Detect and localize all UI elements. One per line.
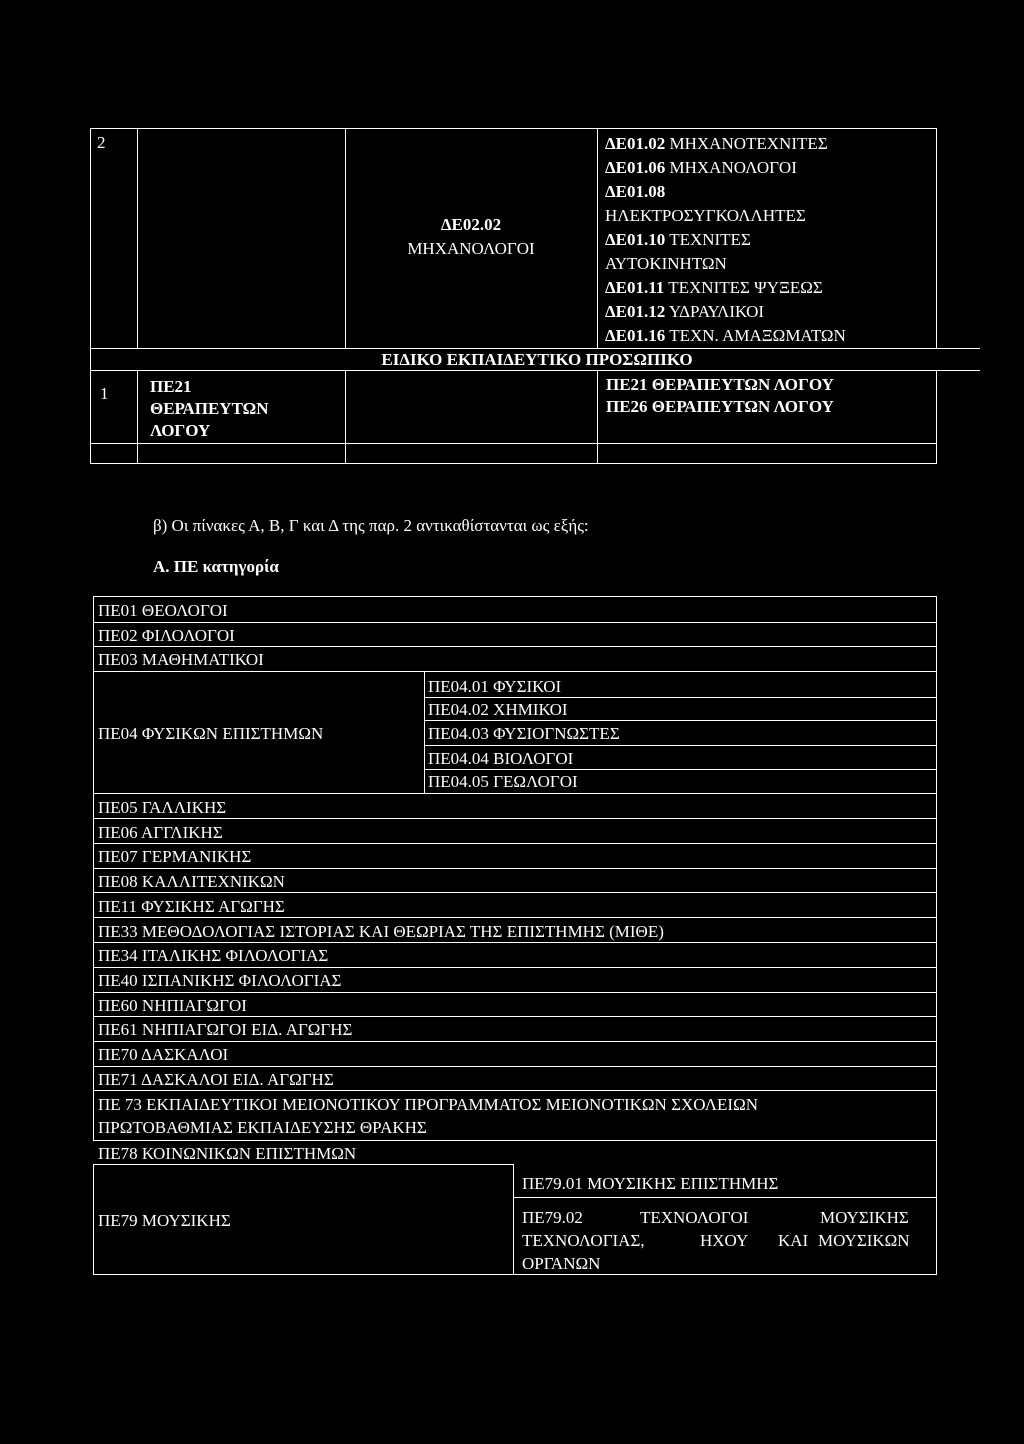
paragraph-text: β) Οι πίνακες Α, Β, Γ και Δ της παρ. 2 αντικαθίστανται ως εξής: [153,516,589,535]
specialty-row: ΠΕ06 ΑΓΓΛΙΚΗΣ [98,823,223,842]
document-page: 2 ΔΕ02.02 ΜΗΧΑΝΟΛΟΓΟΙ ΔΕ01.02 ΜΗΧΑΝΟΤΕΧΝΙΤΕΣ ΔΕ01.06 ΜΗΧΑΝΟΛΟΓΟΙ ΔΕ01.08 ΗΛΕΚΤΡΟΣΥΓΚΟΛΛΗΤΕΣ ΔΕ01.10 ΤΕΧΝΙΤΕΣ ΑΥΤΟΚΙΝΗΤΩΝ ΔΕ01.11 ΤΕΧΝΙΤΕΣ ΨΥΞΕΩΣ ΔΕ01.12 ΥΔΡΑΥΛΙΚΟΙ ΔΕ01.16 ΤΕΧΝ. ΑΜΑΞΩΜΑΤΩΝ ΕΙΔΙΚΟ ΕΚΠΑΙΔΕΥΤΙΚΟ ΠΡΟΣΩΠΙΚΟ 1 ΠΕ21 ΘΕΡΑΠΕΥΤΩΝ ΛΟΓΟΥ ΠΕ21 ΘΕΡΑΠΕΥΤΩΝ ΛΟΓΟΥ ΠΕ26 ΘΕΡΑΠΕΥΤΩΝ ΛΟΓΟΥ β) Οι πίνακες Α, Β, Γ και Δ της παρ. 2 αντικαθίστανται ως εξής: Α. ΠΕ κατηγορία ΠΕ01 ΘΕΟΛΟΓΟΙ ΠΕ02 ΦΙΛΟΛΟΓΟΙ ΠΕ03 ΜΑΘΗΜΑΤΙΚΟΙ ΠΕ04 ΦΥΣΙΚΩΝ ΕΠΙΣΤΗΜΩΝ ΠΕ04.01 ΦΥΣΙΚΟΙ ΠΕ04.02 ΧΗΜΙΚΟΙ ΠΕ04.03 ΦΥΣΙΟΓΝΩΣΤΕΣ ΠΕ04.04 ΒΙΟΛΟΓΟΙ ΠΕ04.05 ΓΕΩΛΟΓΟΙ ΠΕ05 ΓΑΛΛΙΚΗΣ ΠΕ06 ΑΓΓΛΙΚΗΣ ΠΕ07 ΓΕΡΜΑΝΙΚΗΣ ΠΕ08 ΚΑΛΛΙΤΕΧΝΙΚΩΝ ΠΕ11 ΦΥΣΙΚΗΣ ΑΓΩΓΗΣ ΠΕ33 ΜΕΘΟΔΟΛΟΓΙΑΣ ΙΣΤΟΡΙΑΣ ΚΑΙ ΘΕΩΡΙΑΣ ΤΗΣ ΕΠΙΣΤΗΜΗΣ (ΜΙΘΕ) ΠΕ34 ΙΤΑΛΙΚΗΣ ΦΙΛΟΛΟΓΙΑΣ ΠΕ40 ΙΣΠΑΝΙΚΗΣ ΦΙΛΟΛΟΓΙΑΣ ΠΕ60 ΝΗΠΙΑΓΩΓΟΙ ΠΕ61 ΝΗΠΙΑΓΩΓΟΙ ΕΙΔ. ΑΓΩΓΗΣ ΠΕ70 ΔΑΣΚΑΛΟΙ ΠΕ71 ΔΑΣΚΑΛΟΙ ΕΙΔ. ΑΓΩΓΗΣ ΠΕ 73 ΕΚΠΑΙΔΕΥΤΙΚΟΙ ΜΕΙΟΝΟΤΙΚΟΥ ΠΡΟΓΡΑΜΜΑΤΟΣ ΜΕΙΟΝΟΤΙΚΩΝ ΣΧΟΛΕΙΩΝ ΠΡΩΤΟΒΑΘΜΙΑΣ ΕΚΠΑΙΔΕΥΣΗΣ ΘΡΑΚΗΣ ΠΕ78 ΚΟΙΝΩΝΙΚΩΝ ΕΠΙΣΤΗΜΩΝ ΠΕ79 ΜΟΥΣΙΚΗΣ ΠΕ79.01 ΜΟΥΣΙΚΗΣ ΕΠΙΣΤΗΜΗΣ ΠΕ79.02 ΤΕΧΝΟΛΟΓΟΙ ΜΟΥΣΙΚΗΣ ΤΕΧΝΟΛΟΓΙΑΣ, ΗΧΟΥ ΚΑΙ ΜΟΥΣΙΚΩΝ ΟΡΓΑΝΩΝ [0,0,1024,1444]
section-header: ΕΙΔΙΚΟ ΕΚΠΑΙΔΕΥΤΙΚΟ ΠΡΟΣΩΠΙΚΟ [381,350,693,369]
item-line: ΔΕ01.16 ΤΕΧΝ. ΑΜΑΞΩΜΑΤΩΝ [605,326,846,345]
specialty-row: ΠΕ78 ΚΟΙΝΩΝΙΚΩΝ ΕΠΙΣΤΗΜΩΝ [98,1144,357,1163]
specialty-code: ΔΕ02.02 [440,215,502,234]
row-number: 2 [97,133,106,152]
item-line: ΔΕ01.11 ΤΕΧΝΙΤΕΣ ΨΥΞΕΩΣ [605,278,823,297]
specialty-row: ΠΕ01 ΘΕΟΛΟΓΟΙ [98,601,228,620]
item-line: ΔΕ01.06 ΜΗΧΑΝΟΛΟΓΟΙ [605,158,797,177]
item-line: ΗΛΕΚΤΡΟΣΥΓΚΟΛΛΗΤΕΣ [605,206,806,225]
specialty-row: ΠΕ08 ΚΑΛΛΙΤΕΧΝΙΚΩΝ [98,872,285,891]
item-line: ΔΕ01.10 ΤΕΧΝΙΤΕΣ [605,230,751,249]
section-heading: Α. ΠΕ κατηγορία [153,557,279,576]
specialty-row-pe73: ΠΕ 73 ΕΚΠΑΙΔΕΥΤΙΚΟΙ ΜΕΙΟΝΟΤΙΚΟΥ ΠΡΟΓΡΑΜΜΑΤΟΣ ΜΕΙΟΝΟΤΙΚΩΝ ΣΧΟΛΕΙΩΝ [98,1095,758,1114]
subspecialty: ΠΕ04.03 ΦΥΣΙΟΓΝΩΣΤΕΣ [428,724,620,743]
specialty-row: ΠΕ02 ΦΙΛΟΛΟΓΟΙ [98,626,235,645]
subspecialty: ΠΕ04.02 ΧΗΜΙΚΟΙ [428,700,568,719]
specialty-row: ΠΕ70 ΔΑΣΚΑΛΟΙ [98,1045,229,1064]
subspecialty: ΠΕ04.01 ΦΥΣΙΚΟΙ [428,677,562,696]
item-line: ΑΥΤΟΚΙΝΗΤΩΝ [605,254,727,273]
item-line: ΔΕ01.08 [605,182,666,201]
item-line: ΠΕ26 ΘΕΡΑΠΕΥΤΩΝ ΛΟΓΟΥ [606,397,834,416]
specialty-row-pe79: ΠΕ79 ΜΟΥΣΙΚΗΣ [98,1211,231,1230]
subspecialty: ΠΕ04.05 ΓΕΩΛΟΓΟΙ [428,772,578,791]
specialty-row-pe04: ΠΕ04 ΦΥΣΙΚΩΝ ΕΠΙΣΤΗΜΩΝ [98,724,324,743]
specialty-row: ΠΕ03 ΜΑΘΗΜΑΤΙΚΟΙ [98,650,264,669]
item-line: ΔΕ01.02 ΜΗΧΑΝΟΤΕΧΝΙΤΕΣ [605,134,828,153]
specialty-name: ΘΕΡΑΠΕΥΤΩΝ [150,399,269,418]
specialty-row: ΠΕ71 ΔΑΣΚΑΛΟΙ ΕΙΔ. ΑΓΩΓΗΣ [98,1070,334,1089]
specialty-row: ΠΕ40 ΙΣΠΑΝΙΚΗΣ ΦΙΛΟΛΟΓΙΑΣ [98,971,342,990]
specialty-row-pe73-cont: ΠΡΩΤΟΒΑΘΜΙΑΣ ΕΚΠΑΙΔΕΥΣΗΣ ΘΡΑΚΗΣ [98,1118,427,1137]
specialty-row: ΠΕ07 ΓΕΡΜΑΝΙΚΗΣ [98,847,252,866]
specialty-name: ΛΟΓΟΥ [150,421,211,440]
specialty-row: ΠΕ34 ΙΤΑΛΙΚΗΣ ΦΙΛΟΛΟΓΙΑΣ [98,946,329,965]
specialty-row: ΠΕ33 ΜΕΘΟΔΟΛΟΓΙΑΣ ΙΣΤΟΡΙΑΣ ΚΑΙ ΘΕΩΡΙΑΣ ΤΗΣ ΕΠΙΣΤΗΜΗΣ (ΜΙΘΕ) [98,922,664,941]
subspecialty: ΠΕ04.04 ΒΙΟΛΟΓΟΙ [428,749,574,768]
subspecialty: ΠΕ79.01 ΜΟΥΣΙΚΗΣ ΕΠΙΣΤΗΜΗΣ [522,1174,779,1193]
specialty-row: ΠΕ60 ΝΗΠΙΑΓΩΓΟΙ [98,996,247,1015]
item-line: ΔΕ01.12 ΥΔΡΑΥΛΙΚΟΙ [605,302,765,321]
specialty-name: ΜΗΧΑΝΟΛΟΓΟΙ [407,239,535,258]
specialty-row: ΠΕ11 ΦΥΣΙΚΗΣ ΑΓΩΓΗΣ [98,897,285,916]
specialty-code: ΠΕ21 [150,377,192,396]
specialty-row: ΠΕ61 ΝΗΠΙΑΓΩΓΟΙ ΕΙΔ. ΑΓΩΓΗΣ [98,1020,353,1039]
item-line: ΠΕ21 ΘΕΡΑΠΕΥΤΩΝ ΛΟΓΟΥ [606,375,834,394]
specialty-row: ΠΕ05 ΓΑΛΛΙΚΗΣ [98,798,227,817]
row-number: 1 [100,384,109,403]
